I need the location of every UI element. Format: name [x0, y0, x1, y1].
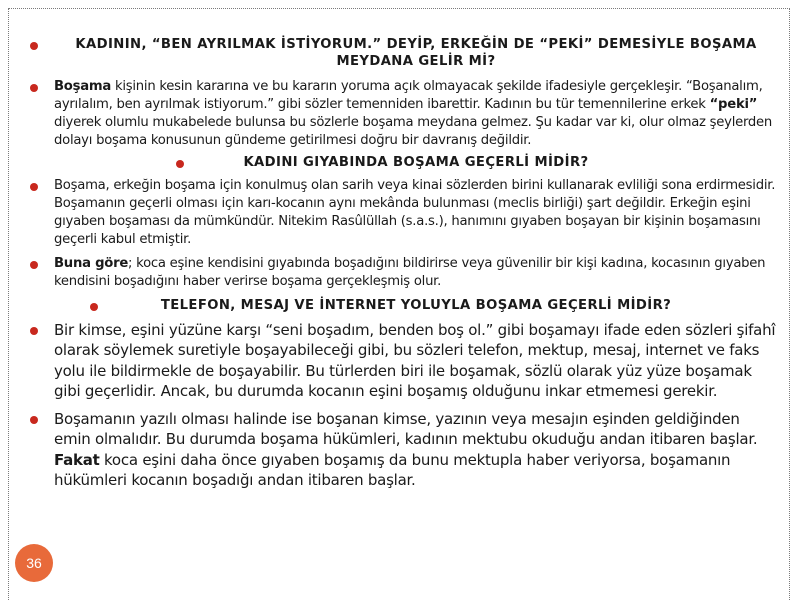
paragraph-2-text: Boşama, erkeğin boşama için konulmuş olan sarih veya kinai sözlerden birini kullanarak evliliği sona erdirmesidir. Boşamanın geçerli olması için karı-kocanın aynı mekânda bulunması (meclis birliği) şart değildir. Erkeğin eşini gıyaben boşaması da mümkündür. Nitekim Rasûlüllah (s.a.s.), hanımını gıyaben boşayan bir kişinin boşamasını geçerli kabul etmiştir.: [54, 178, 776, 247]
heading-divorce-in-absence: [26, 154, 778, 171]
bullet-icon: [30, 327, 38, 335]
paragraph-1-text-a: kişinin kesin kararına ve bu kararın yoruma açık olmayacak şekilde ifadesiyle gerçekleşir. “Boşanalım, ayrılalım, ben ayrılmak istiyorum.” gibi sözler temenniden ibarettir. Kadının bu tür temennilerine erkek: [54, 79, 763, 112]
bullet-icon: [176, 160, 184, 168]
slide-content: [26, 36, 778, 490]
paragraph-3-text: ; koca eşine kendisini gıyabında boşadığını bildirirse veya güvenilir bir kişi kadına, kocasının gıyaben kendisini boşadığını haber verirse boşama gerçekleşmiş olur.: [54, 256, 766, 289]
heading-2-text: KADINI GIYABINDA BOŞAMA GEÇERLİ MİDİR?: [243, 155, 589, 170]
bullet-icon: [30, 261, 38, 269]
bullet-icon: [30, 42, 38, 50]
bullet-icon: [30, 416, 38, 424]
paragraph-5-text-a: Boşamanın yazılı olması halinde ise boşanan kimse, yazının veya mesajın eşinden geldiğinden emin olmalıdır. Bu durumda boşama hükümleri, kadının mektubu okuduğu andan itibaren başlar.: [54, 410, 758, 449]
paragraph-written-divorce: [26, 409, 778, 490]
paragraph-phone-message: [26, 320, 778, 401]
paragraph-1-bold-2: “peki”: [709, 97, 758, 112]
paragraph-bosama: [26, 78, 778, 150]
paragraph-3-bold: Buna göre: [54, 256, 129, 271]
paragraph-absence: [26, 177, 778, 249]
bullet-icon: [30, 84, 38, 92]
bullet-icon: [90, 303, 98, 311]
page-number-badge: 36: [15, 544, 53, 582]
paragraph-4-text: Bir kimse, eşini yüzüne karşı “seni boşadım, benden boş ol.” gibi boşamayı ifade eden sözleri şifahî olarak söylemek suretiyle boşayabileceği gibi, bu sözleri telefon, mektup, mesaj, internet ve faks yolu ile bildirmekle de boşayabilir. Bu türlerden biri ile boşamak, sözlü olarak yüz yüze boşamak gibi geçerlidir. Ancak, bu durumda kocanın eşini boşamış olduğunu inkar etmemesi gerekir.: [54, 321, 776, 400]
paragraph-buna-gore: [26, 255, 778, 291]
bullet-icon: [30, 183, 38, 191]
heading-divorce-by-request: [26, 36, 778, 70]
heading-3-text: TELEFON, MESAJ VE İNTERNET YOLUYLA BOŞAMA GEÇERLİ MİDİR?: [160, 298, 672, 313]
paragraph-5-text-b: koca eşini daha önce gıyaben boşamış da bunu mektupla haber veriyorsa, boşamanın hükümleri kocanın boşadığı andan itibaren başlar.: [54, 450, 731, 490]
heading-1-text: KADININ, “BEN AYRILMAK İSTİYORUM.” DEYİP, ERKEĞİN DE “PEKİ” DEMESİYLE BOŞAMA MEYDANA GELİR Mİ?: [75, 37, 757, 69]
paragraph-1-bold: Boşama: [54, 79, 112, 94]
paragraph-1-text-b: diyerek olumlu mukabelede bulunsa bu sözlerle boşama meydana gelmez. Şu kadar var ki, olur olmaz şeylerden dolayı boşama konusunun gündeme getirilmesi doğru bir davranış değildir.: [54, 115, 773, 148]
paragraph-5-bold: Fakat: [54, 450, 100, 469]
heading-divorce-by-phone: [26, 297, 778, 314]
